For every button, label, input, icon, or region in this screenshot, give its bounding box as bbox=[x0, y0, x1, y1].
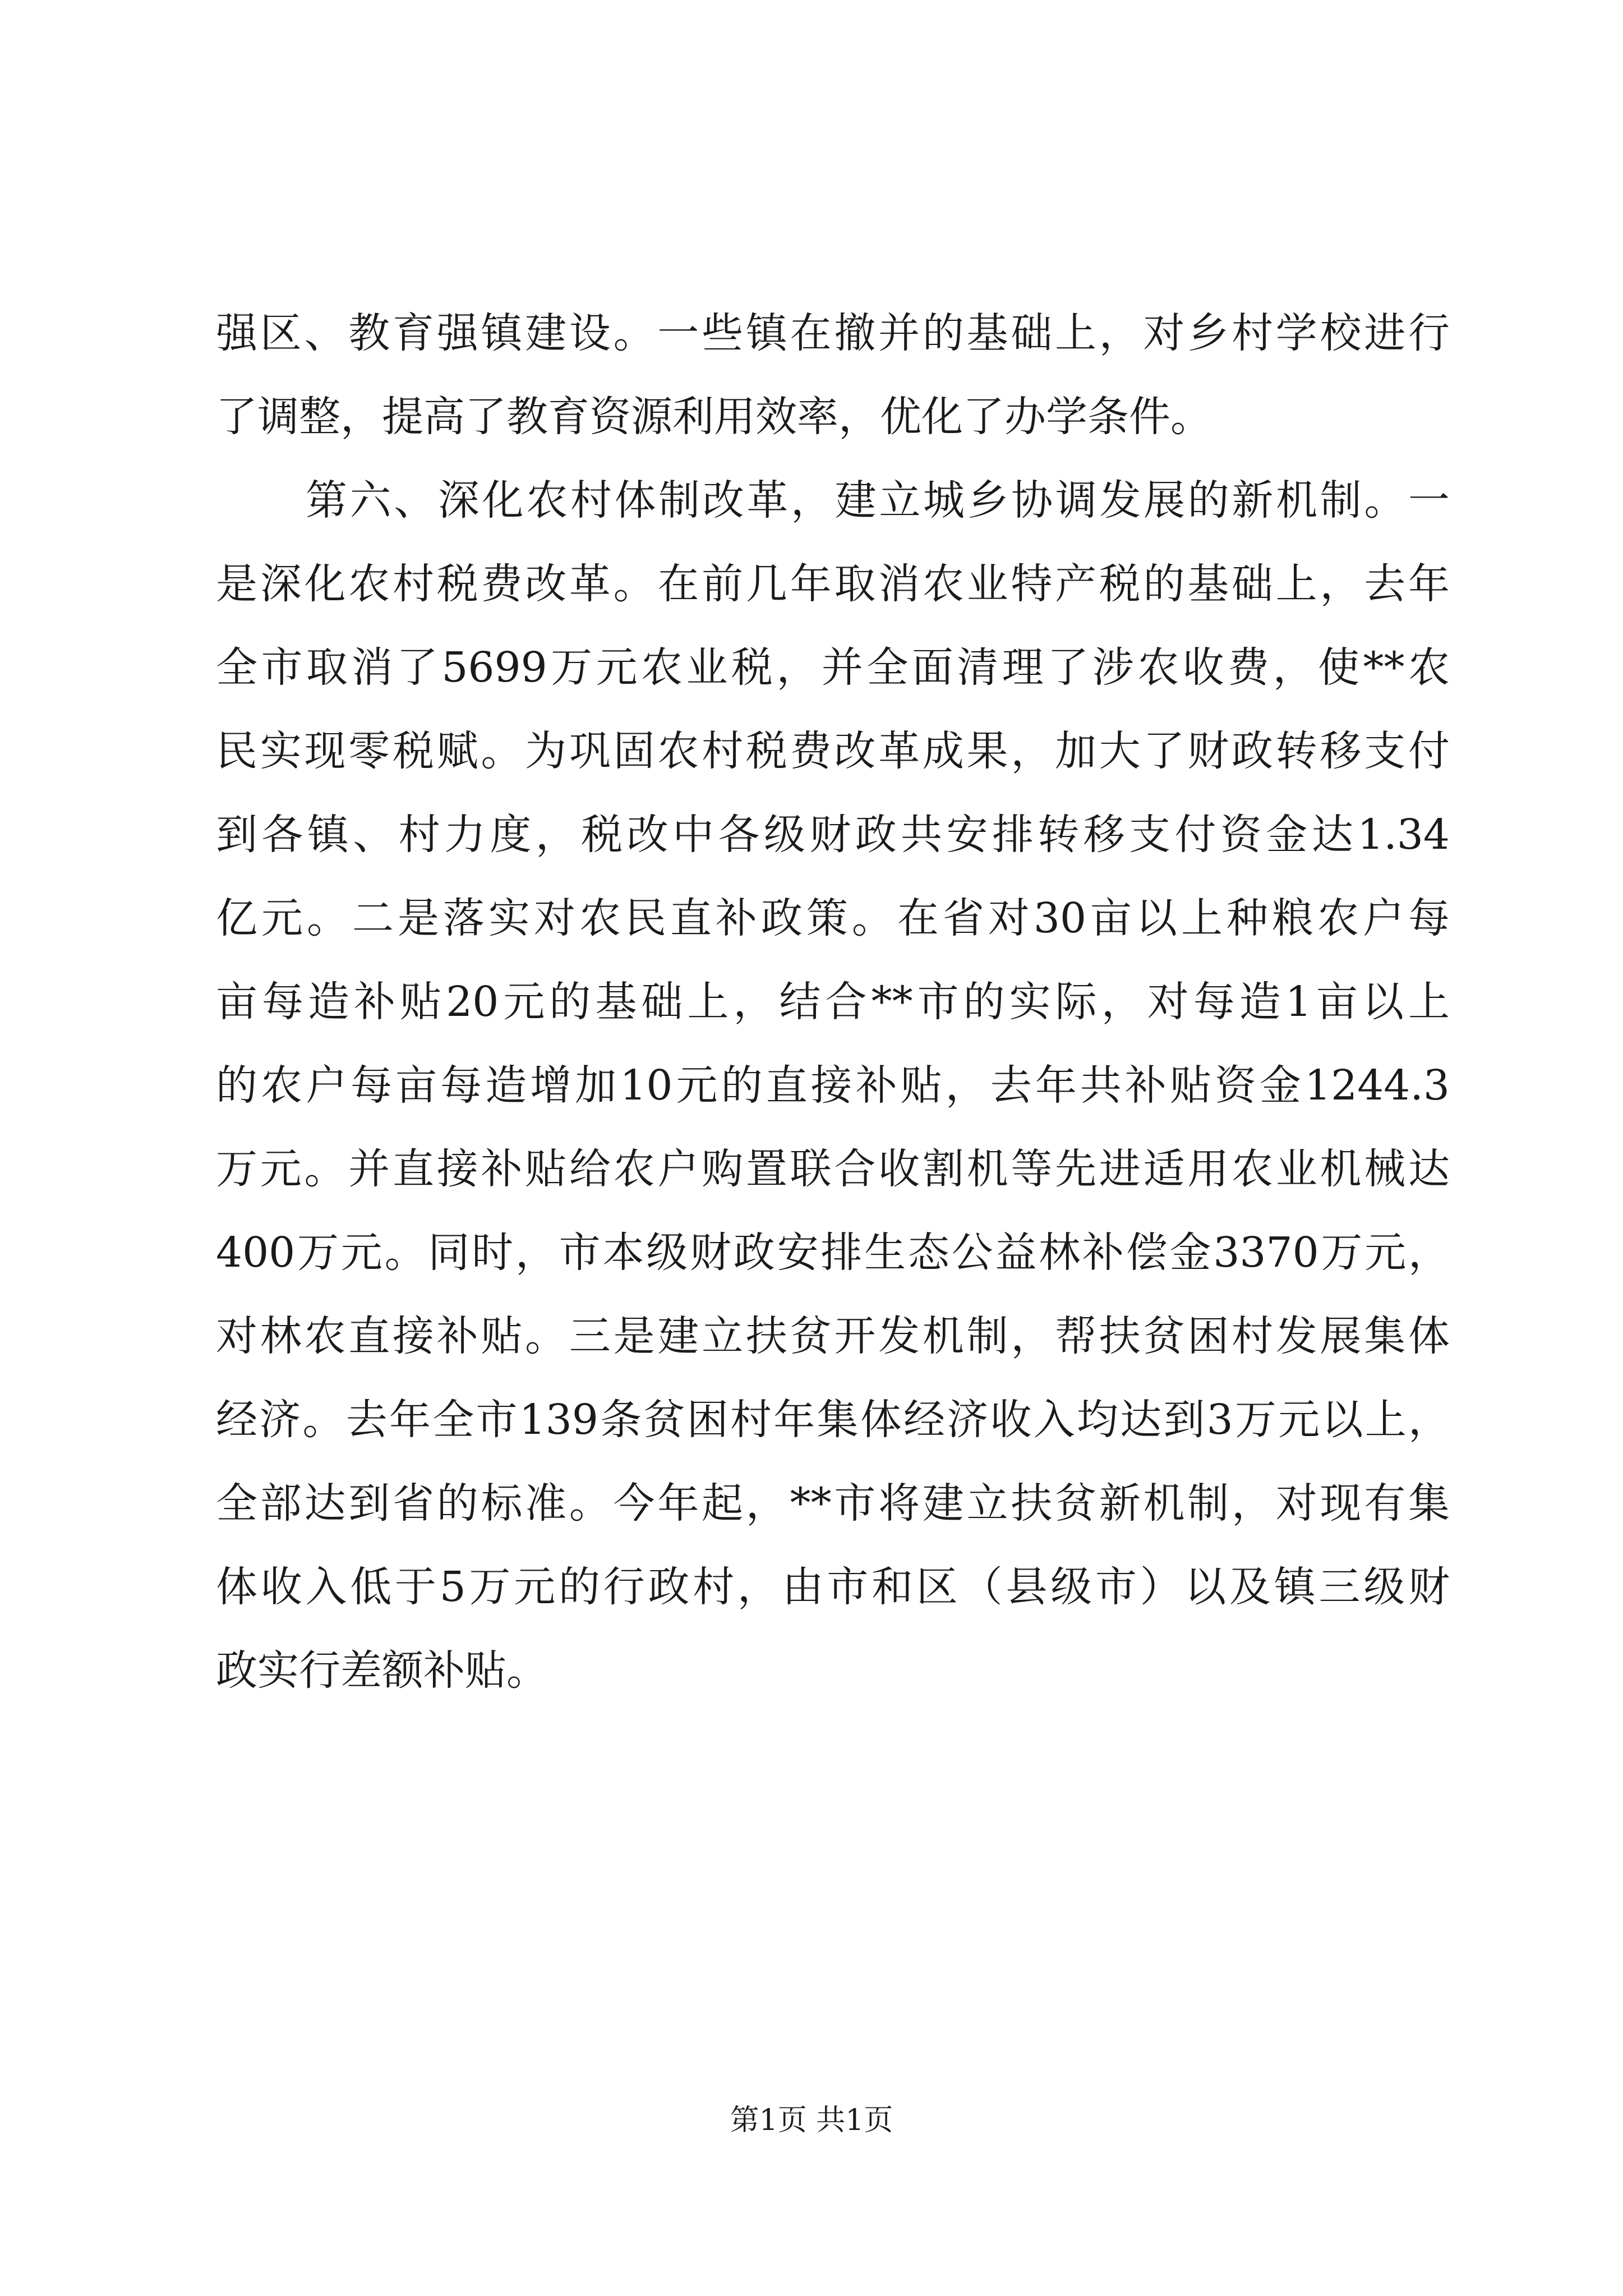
page-number-footer: 第1页 共1页 bbox=[730, 2104, 893, 2137]
text-line: 万元。并直接补贴给农户购置联合收割机等先进适用农业机械达 bbox=[216, 1145, 1450, 1193]
text-line: 政实行差额补贴。 bbox=[216, 1646, 548, 1695]
text-line: 是深化农村税费改革。在前几年取消农业特产税的基础上，去年 bbox=[216, 560, 1450, 608]
text-line: 对林农直接补贴。三是建立扶贫开发机制，帮扶贫困村发展集体 bbox=[216, 1312, 1450, 1360]
text-line: 的农户每亩每造增加10元的直接补贴，去年共补贴资金1244.3 bbox=[216, 1061, 1450, 1110]
text-line: 民实现零税赋。为巩固农村税费改革成果，加大了财政转移支付 bbox=[216, 727, 1450, 775]
text-line: 强区、教育强镇建设。一些镇在撤并的基础上，对乡村学校进行 bbox=[216, 309, 1450, 357]
text-line: 亩每造补贴20元的基础上，结合**市的实际，对每造1亩以上 bbox=[216, 978, 1450, 1026]
text-line: 400万元。同时，市本级财政安排生态公益林补偿金3370万元， bbox=[216, 1228, 1450, 1277]
text-line: 了调整，提高了教育资源利用效率，优化了办学条件。 bbox=[216, 393, 1212, 441]
document-body bbox=[216, 292, 1450, 1713]
text-line: 全部达到省的标准。今年起，**市将建立扶贫新机制，对现有集 bbox=[216, 1479, 1450, 1527]
text-line: 经济。去年全市139条贫困村年集体经济收入均达到3万元以上， bbox=[216, 1396, 1450, 1444]
text-line: 第六、深化农村体制改革，建立城乡协调发展的新机制。一 bbox=[306, 476, 1450, 524]
text-line: 亿元。二是落实对农民直补政策。在省对30亩以上种粮农户每 bbox=[216, 894, 1450, 942]
text-line: 到各镇、村力度，税改中各级财政共安排转移支付资金达1.34 bbox=[216, 811, 1450, 859]
text-line: 全市取消了5699万元农业税，并全面清理了涉农收费，使**农 bbox=[216, 643, 1450, 692]
text-line: 体收入低于5万元的行政村，由市和区（县级市）以及镇三级财 bbox=[216, 1563, 1450, 1611]
